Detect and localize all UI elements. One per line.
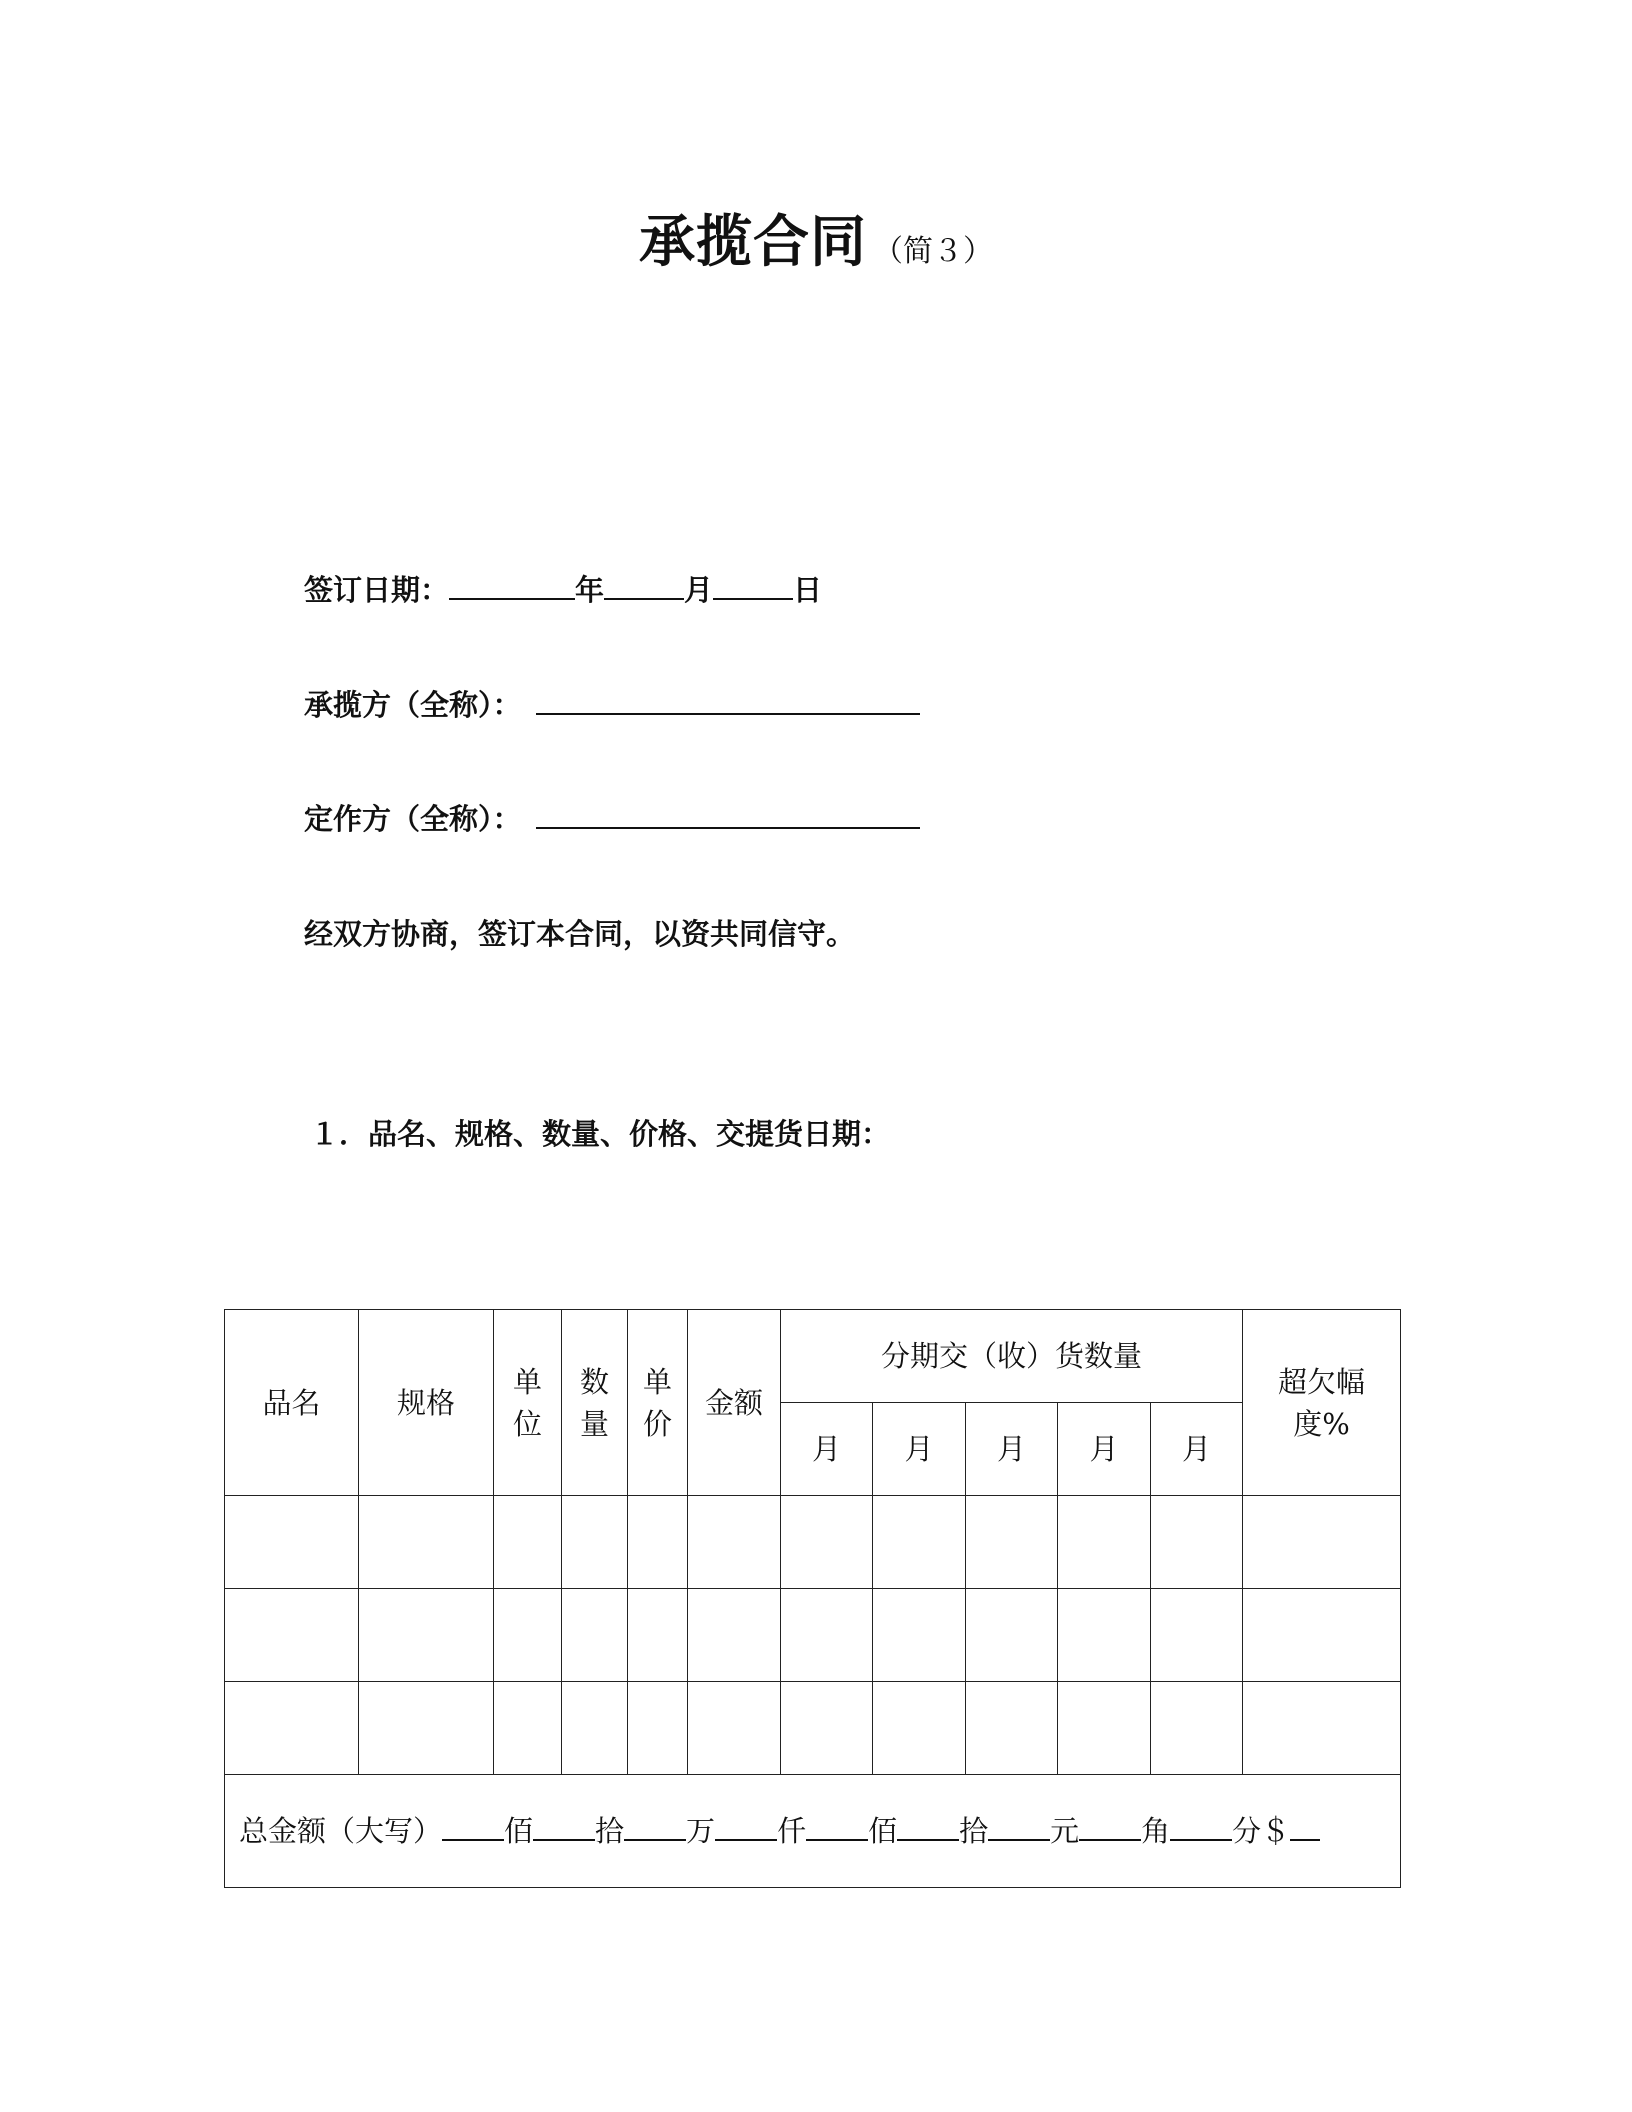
amount-blank[interactable]	[533, 1811, 595, 1841]
table-cell[interactable]	[1151, 1589, 1243, 1682]
table-cell[interactable]	[494, 1496, 562, 1589]
unit-label: 拾	[959, 1814, 989, 1848]
header-name: 品名	[225, 1310, 359, 1496]
month-label: 月	[684, 573, 714, 607]
table-cell[interactable]	[781, 1589, 873, 1682]
table-row	[225, 1682, 1401, 1775]
table-cell[interactable]	[1058, 1496, 1151, 1589]
document-title	[0, 198, 1632, 278]
amount-blank[interactable]	[442, 1811, 504, 1841]
header-tolerance	[1243, 1310, 1401, 1496]
table-cell[interactable]	[562, 1589, 628, 1682]
header-qty	[562, 1310, 628, 1496]
amount-blank[interactable]	[715, 1811, 777, 1841]
goods-table	[224, 1309, 1401, 1888]
header-unit-text: 单位	[512, 1364, 542, 1441]
header-unit	[494, 1310, 562, 1496]
header-month-5: 月	[1151, 1403, 1243, 1496]
orderer-label: 定作方（全称）：	[304, 802, 522, 836]
table-cell[interactable]	[873, 1589, 966, 1682]
unit-label: 分＄	[1232, 1814, 1291, 1848]
table-cell[interactable]	[562, 1496, 628, 1589]
table-cell[interactable]	[562, 1682, 628, 1775]
table-cell[interactable]	[873, 1682, 966, 1775]
unit-label: 拾	[595, 1814, 625, 1848]
table-row	[225, 1589, 1401, 1682]
header-installment: 分期交（收）货数量	[781, 1310, 1243, 1403]
unit-label: 万	[686, 1814, 716, 1848]
unit-label: 仟	[777, 1814, 807, 1848]
table-cell[interactable]	[1151, 1496, 1243, 1589]
month-blank[interactable]	[604, 568, 684, 600]
amount-blank[interactable]	[988, 1811, 1050, 1841]
table-cell[interactable]	[1151, 1682, 1243, 1775]
table-row	[225, 1496, 1401, 1589]
header-price	[628, 1310, 688, 1496]
table-cell[interactable]	[873, 1496, 966, 1589]
orderer-line	[304, 797, 920, 838]
table-cell[interactable]	[1243, 1589, 1401, 1682]
orderer-blank[interactable]	[536, 797, 920, 829]
amount-blank[interactable]	[1079, 1811, 1141, 1841]
year-label: 年	[575, 573, 605, 607]
table-cell[interactable]	[225, 1496, 359, 1589]
unit-label: 角	[1141, 1814, 1171, 1848]
header-month-3: 月	[966, 1403, 1058, 1496]
header-price-text: 单价	[642, 1364, 672, 1441]
header-amount: 金额	[688, 1310, 781, 1496]
table-cell[interactable]	[628, 1589, 688, 1682]
table-cell[interactable]	[966, 1682, 1058, 1775]
total-row	[225, 1775, 1401, 1888]
amount-blank[interactable]	[624, 1811, 686, 1841]
table-cell[interactable]	[688, 1682, 781, 1775]
table-cell[interactable]	[494, 1589, 562, 1682]
header-month-1: 月	[781, 1403, 873, 1496]
table-cell[interactable]	[1058, 1682, 1151, 1775]
table-cell[interactable]	[688, 1589, 781, 1682]
sign-date-label: 签订日期：	[304, 573, 450, 607]
header-row-1	[225, 1310, 1401, 1403]
header-spec: 规格	[359, 1310, 494, 1496]
header-month-4: 月	[1058, 1403, 1151, 1496]
amount-blank[interactable]	[897, 1811, 959, 1841]
intro-text: 经双方协商，签订本合同，以资共同信守。	[304, 917, 856, 951]
header-qty-text: 数量	[579, 1364, 609, 1441]
title-subtitle: （简３）	[873, 234, 993, 269]
table-cell[interactable]	[225, 1682, 359, 1775]
table-cell[interactable]	[781, 1496, 873, 1589]
table-cell[interactable]	[966, 1496, 1058, 1589]
contractor-blank[interactable]	[536, 683, 920, 715]
unit-label: 元	[1050, 1814, 1080, 1848]
header-month-2: 月	[873, 1403, 966, 1496]
table-cell[interactable]	[966, 1589, 1058, 1682]
table-cell[interactable]	[1243, 1496, 1401, 1589]
unit-label: 佰	[504, 1814, 534, 1848]
table-cell[interactable]	[628, 1682, 688, 1775]
amount-blank[interactable]	[1290, 1811, 1320, 1841]
table-cell[interactable]	[781, 1682, 873, 1775]
sign-date-line	[304, 568, 822, 609]
year-blank[interactable]	[449, 568, 575, 600]
table-cell[interactable]	[225, 1589, 359, 1682]
total-amount-cell	[225, 1775, 1401, 1888]
contractor-line	[304, 683, 920, 724]
table-cell[interactable]	[359, 1682, 494, 1775]
table-cell[interactable]	[359, 1496, 494, 1589]
table-cell[interactable]	[1058, 1589, 1151, 1682]
section-1-heading: １．品名、规格、数量、价格、交提货日期：	[310, 1117, 891, 1151]
table-cell[interactable]	[494, 1682, 562, 1775]
amount-blank[interactable]	[1170, 1811, 1232, 1841]
amount-blank[interactable]	[806, 1811, 868, 1841]
contractor-label: 承揽方（全称）：	[304, 688, 522, 722]
title-main: 承揽合同	[639, 210, 867, 275]
table-cell[interactable]	[359, 1589, 494, 1682]
day-blank[interactable]	[713, 568, 793, 600]
unit-label: 佰	[868, 1814, 898, 1848]
table-cell[interactable]	[628, 1496, 688, 1589]
table-cell[interactable]	[688, 1496, 781, 1589]
table-cell[interactable]	[1243, 1682, 1401, 1775]
header-tolerance-text: 超欠幅度%	[1278, 1364, 1366, 1441]
day-label: 日	[793, 573, 823, 607]
total-label: 总金额（大写）	[239, 1814, 443, 1848]
